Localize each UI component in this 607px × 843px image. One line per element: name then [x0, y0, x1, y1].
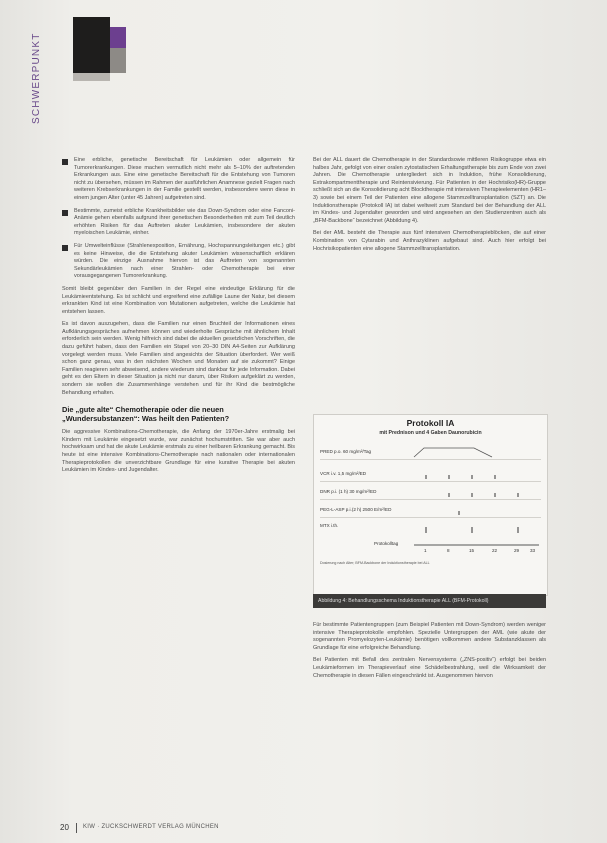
decorative-square-black [73, 17, 110, 73]
figure-note: Dosierung nach Alter; BFM-Backbone der Induktionstherapie bei ALL [320, 561, 430, 565]
figure-axis-label: Protokolltag [374, 541, 399, 546]
figure-subtitle: mit Prednison und 4 Gaben Daunorubicin [379, 430, 482, 436]
bullet-item: Bestimmte, zumeist erbliche Krankheitsbilder wie das Down-Syndrom oder eine Fanconi-Anämie gehen ebenfalls aufgrund ihrer genetischen Besonderheiten mit zum Teil deutlich erhöhten Risiken für das Auftreten akuter Leukämien, insbesondere der akuten myeloischen Leukämie, einher. [62, 208, 295, 238]
paragraph: Somit bleibt gegenüber den Familien in der Regel eine eindeutige Erklärung für die Leukämieentstehung. Es ist schlicht und ergreifend eine zufällige Laune der Natur, bei diesem erkrankten Kind ist eine Kombination von Mutationen aufgetreten, welche die Leukämie hat entstehen lassen. [62, 285, 295, 315]
figure-row-label: DNR p.i. (1 h) 30 mg/m²/ED [320, 489, 377, 494]
figure-title: Protokoll IA [406, 418, 455, 428]
figure-tick: 29 [514, 548, 520, 553]
figure-tick: 8 [447, 548, 450, 553]
section-label: SCHWERPUNKT [31, 32, 42, 124]
decorative-square-grey [110, 48, 126, 73]
figure-tick: 22 [492, 548, 498, 553]
figure-tick: 15 [469, 548, 475, 553]
publisher-label: KIW · ZUCKSCHWERDT VERLAG MÜNCHEN [83, 824, 219, 830]
paragraph: Es ist davon auszugehen, dass die Familien nur einen Bruchteil der Informationen eines Aufklärungsgespräches aufnehmen können und wiederholte Gespräche mit ähnlichem Inhalt erforderlich sein werden. Wenig hilfreich sind dabei die aktuellen gesetzlichen Vorschriften, die dazu geführt haben, dass den Familien ein Stapel von 20–30 DIN A4-Seiten zur Aufklärung vorgelegt werden muss. Viele Familien sind angesichts der Situation überfordert. Wer weiß schon ganz genau, was in den nächsten Wochen und Monaten auf sie zukommt? Einige Familien reagieren sehr abweisend, andere wiederum sind dankbar für jede Information. Dabei geht es den Eltern in dieser Situation ja nicht nur darum, über Risiken aufgeklärt zu werden, sondern sie wollen die Zusammenhänge verstehen und für ihr Kind die bestmögliche Behandlung erhalten. [62, 321, 295, 396]
figure-graphic [314, 415, 547, 595]
section-heading: Die „gute alte“ Chemotherapie oder die neuen „Wundersubstanzen“: Was heilt den Patienten? [62, 405, 230, 424]
figure-row-label: PEG-L-ASP p.i.(2 h) 2500 E/m²/ED [320, 507, 392, 512]
paragraph: Für bestimmte Patientengruppen (zum Beispiel Patienten mit Down-Syndrom) werden weniger intensive Therapieprotokolle empfohlen. Spezielle Untergruppen der AML (wie akute der sogenannten Promyelozyten-Leukämie) benötigen vollkommen andere Substanzklassen als Grundlage für eine erfolgreiche Behandlung. [313, 622, 546, 651]
paragraph: Die aggressive Kombinations-Chemotherapie, die Anfang der 1970er-Jahre erstmalig bei Kindern mit Leukämie eingesetzt wurde, war zunächst hochumstritten. Sie war aber auch hochwirksam und hat die akute Leukämie erstmals zu einer heilbaren Erkrankung gemacht. Bis heute ist eine intensive Kombinations-Chemotherapie nach nationalen oder internationalen Therapieprotokollen die unverzichtbare Grundlage für eine kurative Therapie bei akuten Leukämien im Kindes- und Jugendalter. [62, 429, 295, 474]
decorative-square-purple [110, 27, 126, 48]
figure-row-label: MTX i.th. [320, 523, 339, 528]
figure-row-label: VCR i.v. 1,5 mg/m²/ED [320, 471, 367, 476]
bullet-item: Für Umwelteinflüsse (Strahlenexposition, Ernährung, Hochspannungsleitungen etc.) gibt es keine Hinweise, die die Entstehung akuter Leukämien wissenschaftlich erklären würden. Die einzige Ausnahme hiervon ist das Auftreten von sogenannten Sekundärleukämien nach einer Strahlen- oder Chemotherapie bei einer vorausgegangenen Tumorerkrankung. [62, 243, 295, 281]
right-column-lower [313, 622, 546, 685]
figure-caption: Abbildung 4: Behandlungsschema Induktionstherapie ALL (BFM-Protokoll) [313, 594, 546, 608]
figure-tick: 33 [530, 548, 536, 553]
paragraph: Bei der ALL dauert die Chemotherapie in der Standardsowie mittleren Risikogruppe etwa ein halbes Jahr, gefolgt von einer oralen zytostatischen Erhaltungstherapie bis zum Ende von zwei Jahren. Die Chemotherapie untergliedert sich in Induktion, frühe Konsolidierung, Extrakompartmenttherapie und Reintensivierung. Für Patienten in der Hochrisiko(HR)-Gruppe schließt sich an die Konsolidierung acht Blocktherapie mit intensiven Therapieelementen (HR1–3) sowie bei einem Teil der Patienten eine allogene Stammzelltransplantation (SZT) an. Die Induktionstherapie (Protokoll IA) ist dabei weltweit zum Standard bei der Behandlung der ALL im Kindes- und Jugendalter geworden und wird angesehen an den Studienzentren auch als „BFM-Backbone“ bezeichnet (Abbildung 4). [313, 157, 546, 224]
paragraph: Bei der AML besteht die Therapie aus fünf intensiven Chemotherapieblöcken, die auf einer Kombination von Cytarabin und Anthrazyklinen aufgebaut sind. Auch hier erfolgt bei Hochrisikopatienten eine allogene Stammzelltransplantation. [313, 230, 546, 252]
paragraph: Bei Patienten mit Befall des zentralen Nervensystems („ZNS-positiv“) erfolgt bei beiden Leukämieformen im Therapieverlauf eine Schädelbestrahlung, weil die Wirksamkeit der Chemotherapie in diesen Fällen eingeschränkt ist. Ausgenommen hiervon [313, 657, 546, 679]
protocol-figure [313, 414, 548, 596]
left-column [62, 157, 295, 480]
right-column [313, 157, 546, 258]
page-number: 20 [60, 823, 69, 832]
figure-row-label: PRED p.o. 60 mg/m²/Tag [320, 449, 372, 454]
section-label-vertical [30, 14, 42, 124]
footer-divider [76, 823, 77, 833]
decorative-bar-grey [73, 73, 110, 81]
figure-tick: 1 [424, 548, 427, 553]
bullet-item: Eine erbliche, genetische Bereitschaft für Leukämien oder allgemein für Tumorerkrankungen. Diese machen vermutlich nicht mehr als 5–10% der auftretenden Erkrankungen aus. Eine eine genetische Bereitschaft für die Entstehung von Tumoren nicht zu übersehen, müssen im Rahmen der ausführlichen Anamnese gezielt Fragen nach weiteren Krebserkrankungen in der Familie gestellt werden, insbesondere wenn diese in einem jungen Alter (unter 45 Jahren) aufgetreten sind. [62, 157, 295, 203]
